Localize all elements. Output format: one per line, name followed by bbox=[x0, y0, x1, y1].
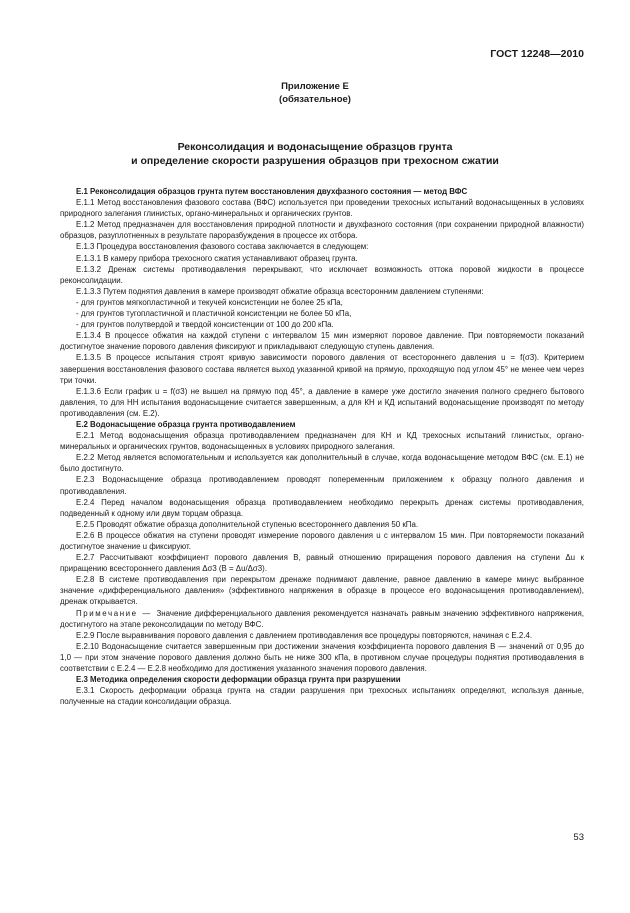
paragraph: Е.1.3.1 В камеру прибора трехосного сжатия устанавливают образец грунта. bbox=[76, 253, 358, 263]
page-number: 53 bbox=[573, 832, 584, 843]
appendix-title: Приложение Е bbox=[281, 81, 349, 92]
paragraph: Е.3.1 Скорость деформации образца грунта на стадии разрушения при трехосных испытаниях определяют, используя данные, полученные на стадии консолидации образца. bbox=[60, 686, 584, 707]
list-item: - для грунтов мягкопластичной и текучей консистенции не более 25 кПа, bbox=[76, 297, 343, 307]
list-item: - для грунтов тугопластичной и пластичной консистенции не более 50 кПа, bbox=[76, 309, 352, 319]
note-label: Примечание — bbox=[76, 608, 157, 618]
paragraph: Е.1.2 Метод предназначен для восстановления природной плотности и двухфазного состояния (при сохранении природной влажности) образцов, разуплотненных в результате пароразбуждения в процессе их отбора. bbox=[60, 220, 584, 241]
paragraph: Е.1.3 Процедура восстановления фазового состава заключается в следующем: bbox=[76, 242, 369, 252]
section-title-line2: и определение скорости разрушения образцов при трехосном сжатии bbox=[131, 155, 499, 167]
appendix-subtitle: (обязательное) bbox=[279, 94, 351, 105]
section-heading: Е.3 Методика определения скорости деформации образца грунта при разрушении bbox=[76, 675, 401, 685]
paragraph: Е.2.1 Метод водонасыщения образца противодавлением предназначен для КН и КД трехосных испытаний глинистых, органо-минеральных и органических грунтов, водонасыщенных в условиях природного залегания. bbox=[60, 431, 584, 452]
paragraph: Е.1.3.3 Путем поднятия давления в камере производят обжатие образца всесторонним давлением ступенями: bbox=[76, 286, 484, 296]
standard-header: ГОСТ 12248—2010 bbox=[490, 48, 584, 60]
paragraph: Е.2.10 Водонасыщение считается завершенным при достижении значения коэффициента порового давления B — значений от 0,95 до 1,0 — при этом значение порового давления должно быть не ниже 300 кПа, в противном случае процедуры поднятия противодавления в соответствии с Е.2.4 — Е.2.8 необходимо для достижения указанного значения порового давления. bbox=[60, 641, 584, 674]
paragraph: Е.2.2 Метод является вспомогательным и используется как дополнительный в случае, когда водонасыщение методом ВФС (см. Е.1) не было достигнуто. bbox=[60, 453, 584, 474]
paragraph: Е.2.7 Рассчитывают коэффициент порового давления B, равный отношению приращения порового давления на ступени Δu к приращению всестороннего давления Δσ3 (B = Δu/Δσ3). bbox=[60, 553, 584, 574]
paragraph: Е.2.6 В процессе обжатия на ступени проводят измерение порового давления u с интервалом 15 мин. При повторяемости показаний достигнутое значение u фиксируют. bbox=[60, 530, 584, 551]
paragraph: Е.2.3 Водонасыщение образца противодавлением проводят попеременным приложением к образцу полного давления и противодавления. bbox=[60, 475, 584, 496]
paragraph: Е.1.3.4 В процессе обжатия на каждой ступени с интервалом 15 мин измеряют поровое давление. При повторяемости показаний достигнутое значение порового давления фиксируют и прикладывают следующую ступень давления. bbox=[60, 331, 584, 352]
paragraph: Е.2.5 Проводят обжатие образца дополнительной ступенью всестороннего давления 50 кПа. bbox=[76, 519, 419, 529]
paragraph: Е.2.8 В системе противодавления при перекрытом дренаже поднимают давление, равное давлению в камере минус выбранное значение «дифференциального давления» (эффективного напряжения в образце в процессе его водонасыщения противодавлением), дренаж открывается. bbox=[60, 575, 584, 607]
paragraph: Е.2.9 После выравнивания порового давления с давлением противодавления все процедуры повторяются, начиная с Е.2.4. bbox=[76, 630, 533, 640]
section-heading: Е.1 Реконсолидация образцов грунта путем восстановления двухфазного состояния — метод ВФС bbox=[76, 187, 468, 196]
list-item: - для грунтов полутвердой и твердой консистенции от 100 до 200 кПа. bbox=[76, 320, 334, 330]
paragraph: Е.2.4 Перед началом водонасыщения образца противодавлением необходимо перекрыть дренаж системы противодавления, подведенный к одному или двум торцам образца. bbox=[60, 497, 584, 518]
paragraph: Е.1.3.6 Если график u = f(σ3) не вышел на прямую под 45°, а давление в камере уже достигло значения полного среднего бытового давления, то для НН испытания водонасыщение считается завершенным, а для КН и КД испытаний водонасыщение производят по методу противодавления (см. Е.2). bbox=[60, 386, 584, 418]
section-title-line1: Реконсолидация и водонасыщение образцов грунта bbox=[177, 141, 453, 153]
paragraph: Е.1.3.2 Дренаж системы противодавления перекрывают, что исключает возможность оттока поровой жидкости в процессе реконсолидации. bbox=[60, 264, 584, 285]
paragraph: Е.1.1 Метод восстановления фазового состава (ВФС) используется при проведении трехосных испытаний водонасыщенных в условиях природного залегания глинистых, органо-минеральных и органических грунтов. bbox=[60, 198, 584, 219]
paragraph: Е.1.3.5 В процессе испытания строят кривую зависимости порового давления от всестороннего давления u = f(σ3). Критерием завершения восстановления фазового состава является выход указанной кривой на прямую, проходящую под углом 45° не менее чем через три точки. bbox=[60, 353, 584, 385]
section-heading: Е.2 Водонасыщение образца грунта противодавлением bbox=[76, 419, 296, 429]
document-body bbox=[60, 186, 584, 707]
note-paragraph: Примечание — Значение дифференциального давления рекомендуется назначать равным значению эффективного напряжения, достигнутого на этапе реконсолидации по методу ВФС. bbox=[60, 608, 584, 629]
